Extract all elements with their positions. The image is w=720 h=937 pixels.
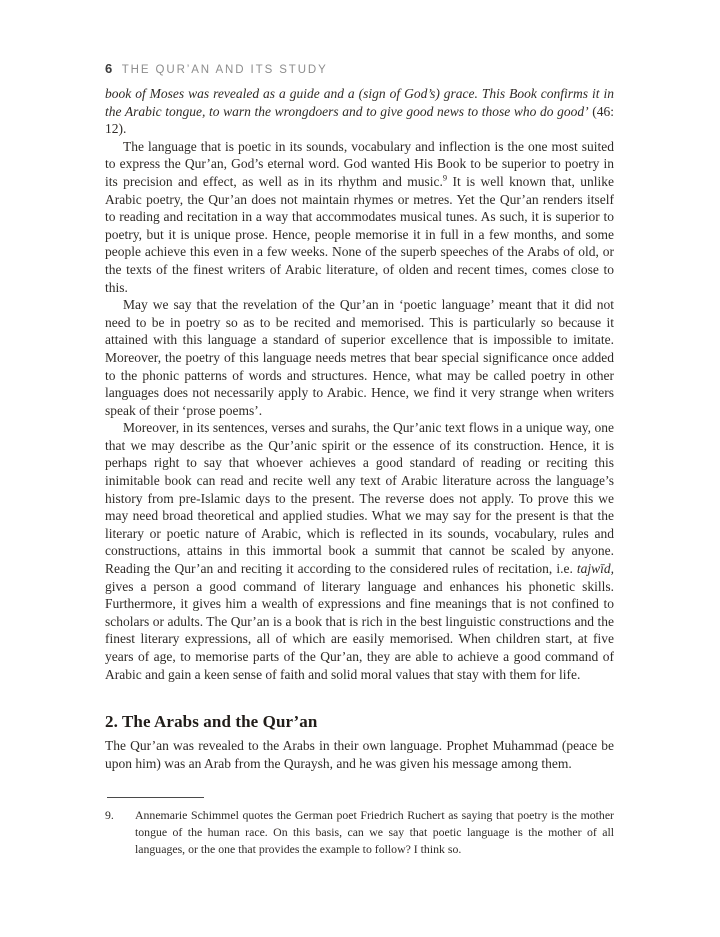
text-segment: May we say that the revelation of the Qur’an in ‘poetic language’ meant that it did not need to be in poetry so as to be recited and memorised. This is particularly so because it attained with this language a standard of superior excellence that is impossible to imitate. Moreover, the poetry of this language needs metres that bear special significance once added to the phonic patterns of words and structures. Hence, what may be called poetry in other languages does not necessarily apply to Arabic. Hence, we find it very strange when writers speak of their ‘prose poems’. [105,297,614,418]
body-text [105,85,614,683]
page-number: 6 [105,61,113,76]
section-body-text [105,737,614,772]
text-segment: gives a person a good command of literary language and enhances his phonetic skills. Furthermore, it gives him a wealth of expressions and fine meanings that is not confined to scholars or adults. The Qur’an is a book that is rich in the best linguistic constructions and the finest literary expressions, all of which are easily memorised. When children start, at five years of age, to memorise parts of the Qur’an, they are able to achieve a good command of Arabic and gain a keen sense of faith and solid moral values that stay with them for life. [105,578,614,682]
paragraph [105,85,614,138]
footnote-reference: 9 [442,173,448,183]
text-segment: Moreover, in its sentences, verses and surahs, the Qur’anic text flows in a unique way, one that we may describe as the Qur’anic spirit or the essence of its construction. Hence, it is perhaps right to say that whoever achieves a good standard of reading or reciting this inimitable book can read and recite well any text of Arabic literature across the language’s history from pre-Islamic days to the present. The reverse does not apply. To prove this we may need broad theoretical and applied studies. What we may say for the present is that the literary or poetic nature of Arabic, which is reflected in its sounds, vocabulary, rules and constructions, attains in this immortal book a summit that cannot be scaled by anyone. Reading the Qur’an and reciting it according to the considered rules of recitation, i.e. [105,420,614,577]
text-segment: (46: 12). [105,103,614,137]
footnote-text [135,807,614,858]
paragraph [105,138,614,296]
text-segment: book of Moses was revealed as a guide and a (sign of God’s) grace. This Book confirms it in the Arabic tongue, to warn the wrongdoers and to give good news to those who do good’ [105,86,614,119]
footnote-number: 9. [105,808,114,823]
content-column [105,85,614,858]
footnote [105,807,614,858]
paragraph [105,737,614,772]
section-arabs-and-quran [105,712,614,772]
text-segment: It is well known that, unlike Arabic poetry, the Qur’an does not maintain rhymes or metres. Yet the Qur’an renders itself to reading and recitation in a way that accommodates musical tunes. As such, it is superior to poetry, but it is unique prose. Hence, people memorise it in full in a few months, and some people achieve this even in a few weeks. None of the superb speeches of the Arabs of old, or the texts of the finest writers of Arabic literature, of olden and recent times, comes close to this. [105,173,614,295]
text-segment: The Qur’an was revealed to the Arabs in their own language. Prophet Muhammad (peace be upon him) was an Arab from the Quraysh, and he was given his message among them. [105,738,614,771]
section-heading: 2. The Arabs and the Qur’an [105,712,318,732]
footnote-separator-rule [107,797,204,798]
text-segment: Annemarie Schimmel quotes the German poet Friedrich Ruchert as saying that poetry is the mother tongue of the human race. On this basis, can we say that poetic language is the mother of all languages, or the one that provides the example to follow? I think so. [135,808,614,857]
paragraph [105,296,614,419]
running-title: THE QUR’AN AND ITS STUDY [121,64,328,76]
paragraph [105,419,614,683]
text-segment: tajwīd, [576,561,614,577]
text-segment: The language that is poetic in its sounds, vocabulary and inflection is the one most suited to express the Qur’an, God’s eternal word. God wanted His Book to be superior to poetry in its precision and effect, as well as in its rhythm and music. [105,138,614,189]
footnotes-area [105,797,614,858]
running-header [105,60,614,78]
